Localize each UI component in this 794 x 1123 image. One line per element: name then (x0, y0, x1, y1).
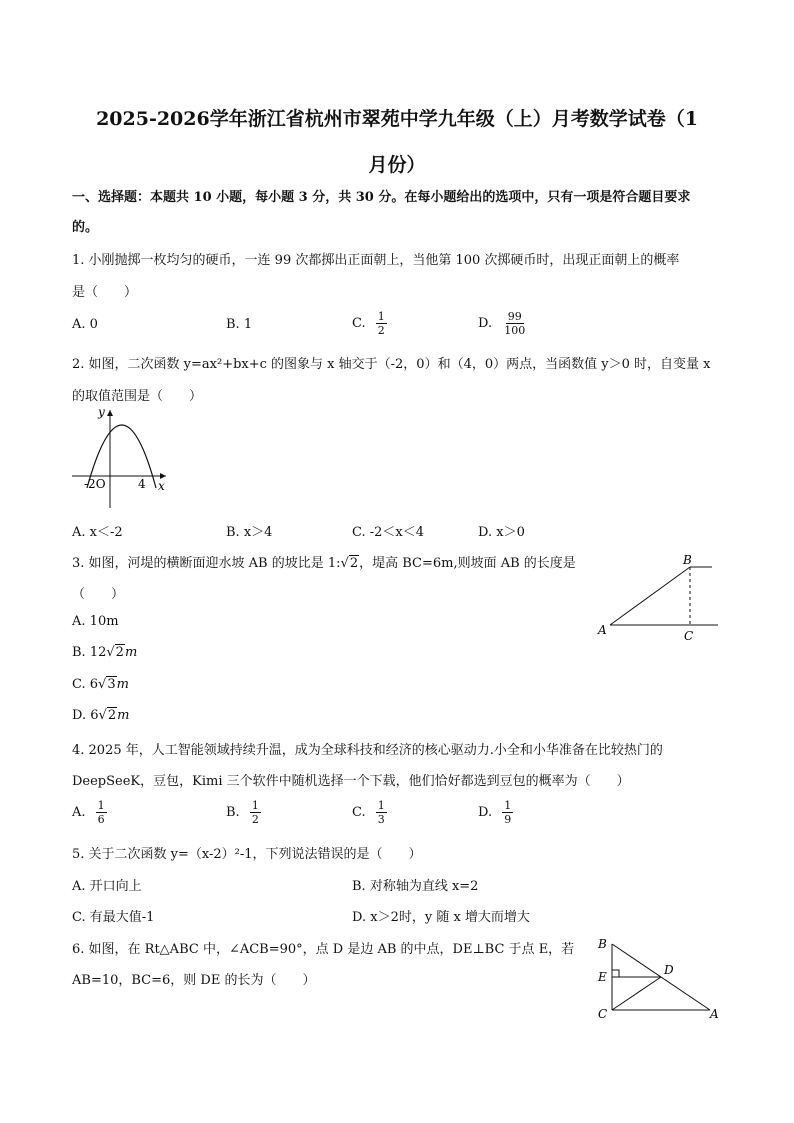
label-c: C (598, 1007, 608, 1021)
q4-option-d: D. $\frac{1}{9}$ (478, 799, 512, 826)
sqrt-expression: √3 (98, 677, 116, 692)
q2-option-c: C. -2＜x＜4 (352, 525, 425, 540)
sqrt-expression: √2 (106, 645, 124, 660)
origin-label: -2O (84, 477, 106, 491)
y-axis-arrow (107, 410, 113, 416)
fraction: $\frac{99}{100}$ (504, 310, 526, 337)
q5-option-c: C. 有最大值-1 (72, 910, 155, 925)
q4-stem-line1: 4. 2025 年，人工智能领域持续升温，成为全球科技和经济的核心驱动力.小全和小华准备在比较热门的 (72, 743, 663, 758)
q1-option-a: A. 0 (72, 317, 98, 332)
q1-option-d: D. $\frac{99}{100}$ (478, 310, 526, 337)
fraction: $\frac{1}{3}$ (377, 799, 385, 826)
q6-triangle-figure (594, 934, 724, 1024)
q3-stem-line1: 3. 如图，河堤的横断面迎水坡 AB 的坡比是 1:√2，堤高 BC=6m,则坡面 AB 的长度是 (72, 556, 576, 571)
label-a: A (598, 623, 607, 637)
q1-stem-line1: 1. 小刚抛掷一枚均匀的硬币，一连 99 次都掷出正面朝上，当他第 100 次掷硬币时，出现正面朝上的概率 (72, 253, 680, 268)
label-b: B (598, 937, 607, 951)
right-angle-mark (612, 970, 619, 977)
exam-title (40, 96, 754, 188)
fraction: $\frac{1}{9}$ (504, 799, 512, 826)
root-label: 4 (138, 477, 146, 491)
fraction: $\frac{1}{2}$ (377, 310, 385, 337)
q3-stem-line2: （ ） (72, 587, 125, 602)
q4-option-b: B. $\frac{1}{2}$ (226, 799, 259, 826)
q6-stem-line2: AB=10，BC=6，则 DE 的长为（ ） (72, 973, 316, 988)
q2-parabola-figure (70, 402, 170, 510)
q1-option-b: B. 1 (226, 317, 253, 332)
q3-option-c: C. 6√3m (72, 677, 129, 692)
sqrt-expression: √2 (340, 556, 359, 571)
q5-option-b: B. 对称轴为直线 x=2 (352, 879, 479, 894)
exam-title-line1: 2025-2026学年浙江省杭州市翠苑中学九年级（上）月考数学试卷（1 (96, 108, 698, 130)
label-a: A (710, 1007, 719, 1021)
segment-cd (612, 977, 661, 1010)
q2-option-a: A. x＜-2 (72, 525, 123, 540)
label-c: C (684, 629, 694, 643)
label-b: B (683, 553, 692, 567)
q1-stem-line2: 是（ ） (72, 285, 138, 300)
q3-option-d: D. 6√2m (72, 708, 130, 723)
label-e: E (598, 970, 607, 984)
sqrt-expression: √2 (98, 708, 117, 723)
slope-ab (610, 567, 690, 625)
q2-option-b: B. x＞4 (226, 525, 273, 540)
x-axis-label: x (158, 479, 165, 493)
fraction: $\frac{1}{6}$ (97, 799, 105, 826)
q3-option-b: B. 12√2m (72, 645, 138, 660)
q2-stem-line2: 的取值范围是（ ） (72, 389, 203, 404)
q6-stem-line1: 6. 如图，在 Rt△ABC 中，∠ACB=90°，点 D 是边 AB 的中点，DE⊥BC 于点 E，若 (72, 942, 575, 957)
section-heading-line1: 一、选择题：本题共 10 小题，每小题 3 分，共 30 分。在每小题给出的选项中，只有一项是符合题目要求 (72, 190, 691, 205)
q5-stem-line1: 5. 关于二次函数 y=（x-2）²-1，下列说法错误的是（ ） (72, 847, 422, 862)
q4-option-a: A. $\frac{1}{6}$ (72, 799, 105, 826)
fraction: $\frac{1}{2}$ (251, 799, 259, 826)
q5-option-a: A. 开口向上 (72, 879, 142, 894)
section-heading-line2: 的。 (72, 220, 99, 235)
y-axis-label: y (98, 405, 105, 419)
q2-option-d: D. x＞0 (478, 525, 525, 540)
label-d: D (664, 963, 674, 977)
q4-option-c: C. $\frac{1}{3}$ (352, 799, 385, 826)
q1-option-c: C. $\frac{1}{2}$ (352, 310, 385, 337)
exam-title-line2: 月份） (368, 154, 426, 176)
q3-slope-figure (594, 548, 724, 644)
q5-option-d: D. x＞2时，y 随 x 增大而增大 (352, 910, 530, 925)
q4-stem-line2: DeepSeeK，豆包，Kimi 三个软件中随机选择一个下载，他们恰好都选到豆包的概率为（ ） (72, 774, 630, 789)
q2-stem-line1: 2. 如图，二次函数 y=ax²+bx+c 的图象与 x 轴交于（-2，0）和（4，0）两点，当函数值 y＞0 时，自变量 x (72, 357, 711, 372)
q3-option-a: A. 10m (72, 614, 119, 629)
